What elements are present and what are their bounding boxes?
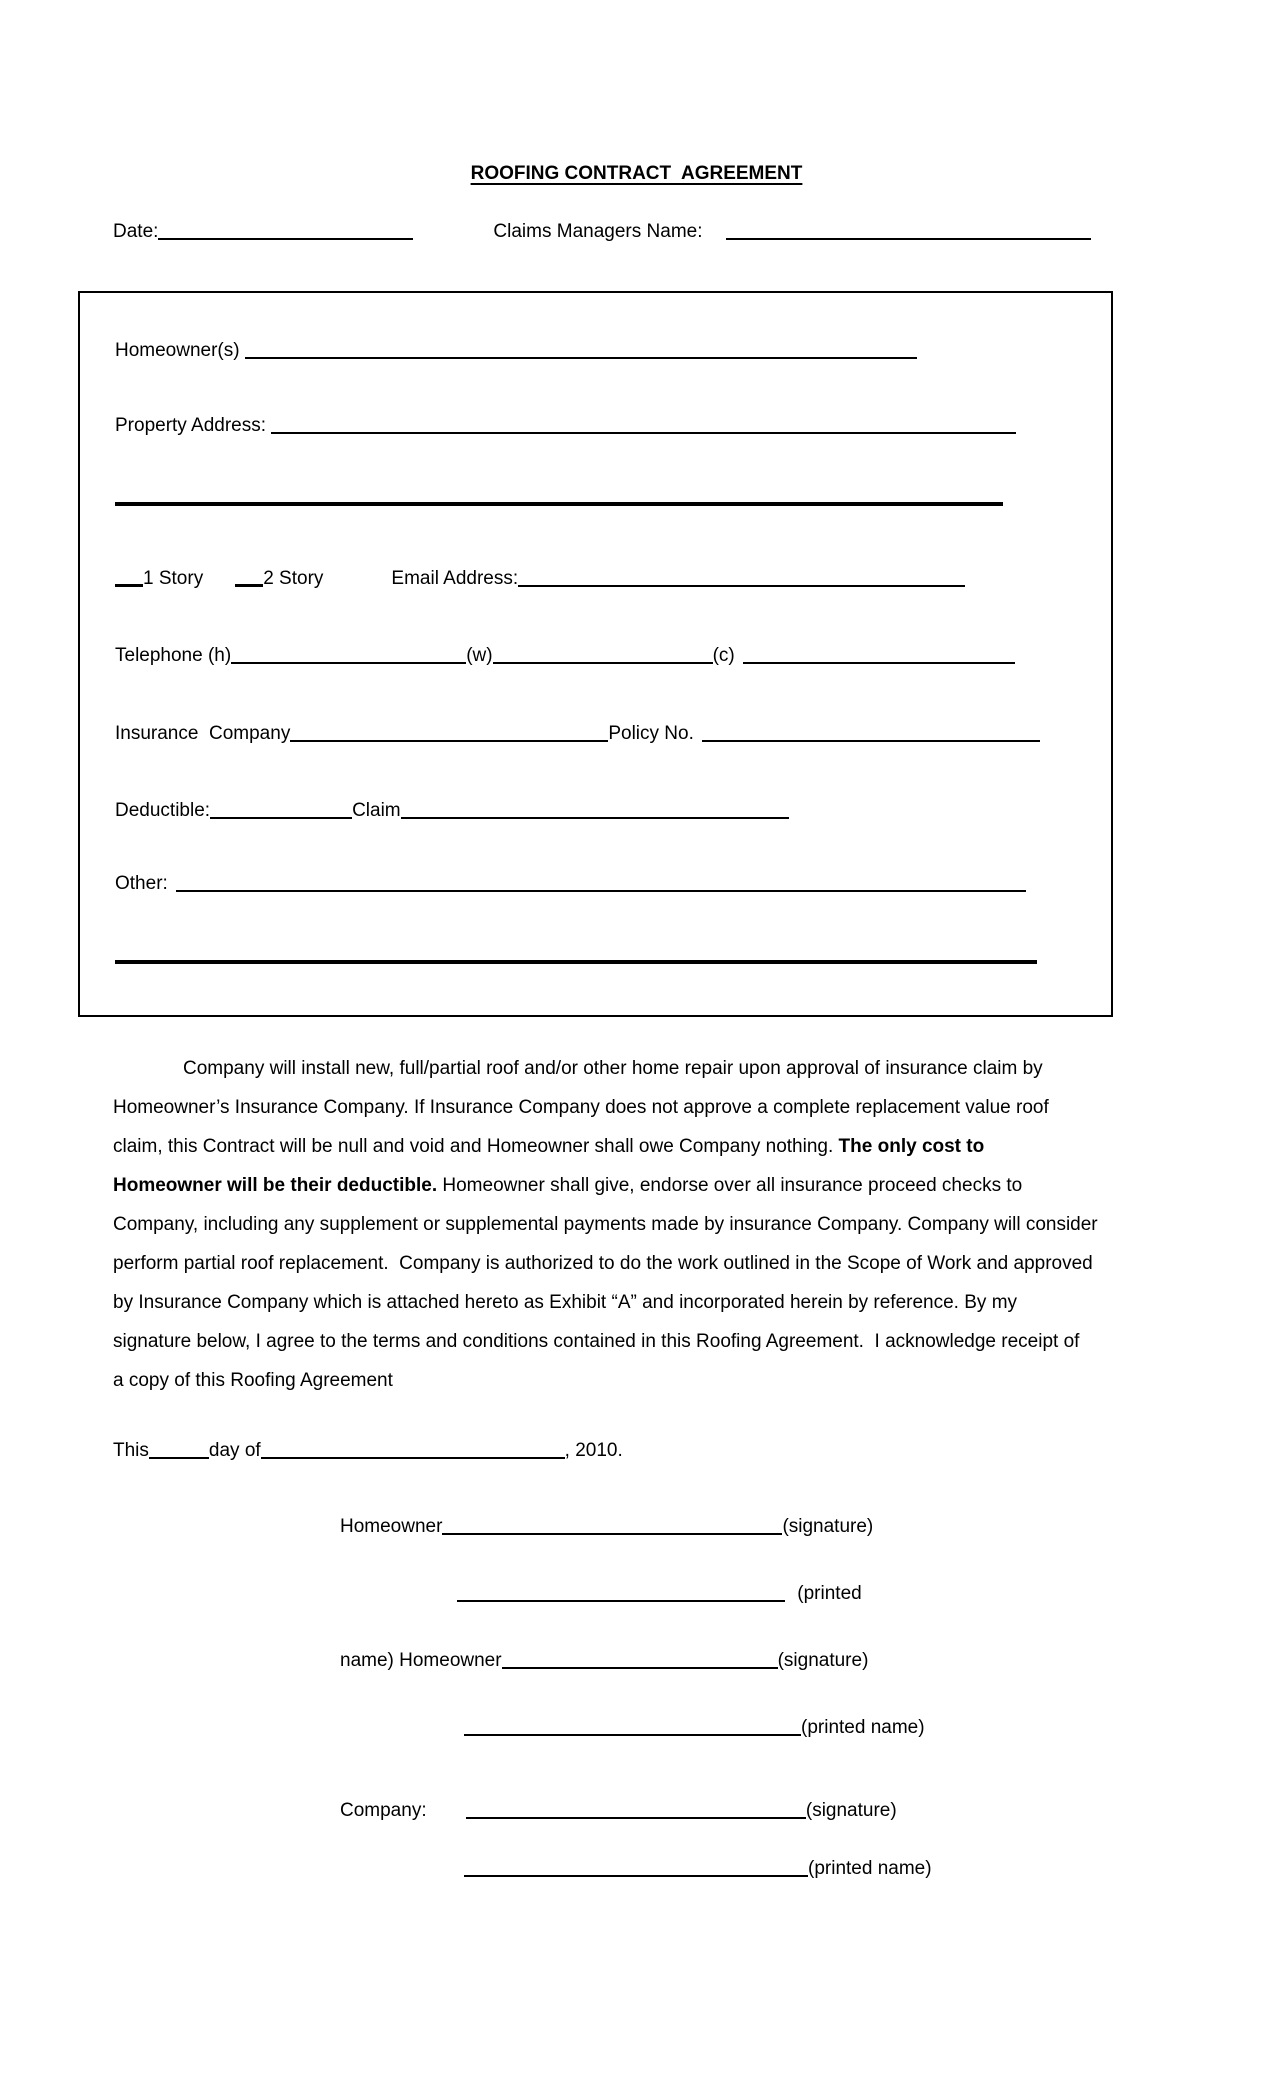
document-title-text: ROOFING CONTRACT AGREEMENT bbox=[470, 163, 803, 184]
homeowner-printed-blank-line bbox=[457, 1600, 785, 1602]
two-story-label: 2 Story bbox=[263, 568, 324, 589]
other-row bbox=[115, 871, 1081, 897]
property-address-blank-line bbox=[271, 432, 1016, 434]
paragraph-line bbox=[113, 1205, 1160, 1244]
telephone-cell-label: (c) bbox=[712, 645, 735, 666]
month-blank-line bbox=[261, 1457, 565, 1459]
two-story-blank-line bbox=[235, 584, 263, 587]
homeowner2-signature-row bbox=[340, 1648, 1160, 1674]
printed-suffix-label: (printed bbox=[792, 1583, 862, 1604]
agreement-body-paragraph bbox=[113, 1049, 1160, 1400]
this-label: This bbox=[113, 1440, 149, 1461]
printed-name-suffix-label: (printed name) bbox=[808, 1858, 932, 1879]
company-printed-row bbox=[340, 1856, 1160, 1882]
printed-name-suffix-label: (printed name) bbox=[801, 1717, 925, 1738]
claims-manager-blank-line bbox=[726, 238, 1091, 240]
signature-suffix-label: (signature) bbox=[777, 1650, 869, 1671]
paragraph-text: Company, including any supplement or supplemental payments made by insurance Company. Company will consider bbox=[113, 1214, 1098, 1235]
signature-block bbox=[340, 1514, 1160, 1882]
paragraph-text: signature below, I agree to the terms and conditions contained in this Roofing Agreement. I acknowledge receipt of bbox=[113, 1331, 1080, 1352]
homeowner-info-box bbox=[78, 291, 1113, 1017]
paragraph-line bbox=[113, 1127, 1160, 1166]
other-label: Other: bbox=[115, 873, 168, 894]
paragraph-line bbox=[113, 1283, 1160, 1322]
telephone-work-blank-line bbox=[493, 662, 713, 664]
paragraph-line bbox=[113, 1049, 1160, 1088]
telephone-row bbox=[115, 643, 1081, 669]
homeowners-blank-line bbox=[245, 357, 917, 359]
deductible-label: Deductible: bbox=[115, 800, 211, 821]
property-address-second-row bbox=[115, 485, 1081, 511]
story-email-row bbox=[115, 566, 1081, 592]
company-signature-blank-line bbox=[466, 1817, 806, 1819]
homeowner-signature-label: Homeowner bbox=[340, 1516, 443, 1537]
other-blank-line-2 bbox=[115, 960, 1037, 964]
paragraph-line bbox=[113, 1322, 1160, 1361]
company-label: Company: bbox=[340, 1800, 432, 1821]
day-blank-line bbox=[149, 1457, 209, 1459]
paragraph-bold-text: Homeowner will be their deductible. bbox=[113, 1175, 438, 1196]
paragraph-text: perform partial roof replacement. Company is authorized to do the work outlined in the Scope of Work and approved bbox=[113, 1253, 1093, 1274]
telephone-cell-blank-line bbox=[743, 662, 1015, 664]
insurance-row bbox=[115, 721, 1081, 747]
policy-no-label: Policy No. bbox=[608, 723, 694, 744]
year-label: , 2010. bbox=[564, 1440, 623, 1461]
claim-label: Claim bbox=[352, 800, 401, 821]
signature-suffix-label: (signature) bbox=[782, 1516, 874, 1537]
homeowner2-signature-blank-line bbox=[502, 1667, 778, 1669]
execution-date-row bbox=[113, 1438, 1160, 1464]
homeowner-signature-blank-line bbox=[442, 1533, 782, 1535]
name-homeowner-label: name) Homeowner bbox=[340, 1650, 502, 1671]
other-second-row bbox=[115, 943, 1081, 969]
property-address-blank-line-2 bbox=[115, 502, 1003, 506]
homeowner-signature-row bbox=[340, 1514, 1160, 1540]
paragraph-text: claim, this Contract will be null and void and Homeowner shall owe Company nothing. bbox=[113, 1136, 839, 1157]
homeowner2-printed-blank-line bbox=[464, 1734, 801, 1736]
paragraph-bold-text: The only cost to bbox=[838, 1136, 985, 1157]
day-of-label: day of bbox=[208, 1440, 261, 1461]
paragraph-text: a copy of this Roofing Agreement bbox=[113, 1370, 393, 1391]
paragraph-text: by Insurance Company which is attached hereto as Exhibit “A” and incorporated herein by reference. By my bbox=[113, 1292, 1018, 1313]
date-blank-line bbox=[158, 238, 413, 240]
homeowner2-printed-row bbox=[340, 1715, 1160, 1741]
homeowner-printed-row bbox=[340, 1581, 1160, 1607]
property-address-label: Property Address: bbox=[115, 415, 272, 436]
company-signature-row bbox=[340, 1798, 1160, 1824]
paragraph-text: Homeowner’s Insurance Company. If Insurance Company does not approve a complete replacement value roof bbox=[113, 1097, 1049, 1118]
property-address-row bbox=[115, 413, 1081, 439]
telephone-work-label: (w) bbox=[466, 645, 493, 666]
insurance-company-blank-line bbox=[290, 740, 608, 742]
paragraph-line bbox=[113, 1244, 1160, 1283]
deductible-blank-line bbox=[210, 817, 352, 819]
paragraph-line bbox=[113, 1361, 1160, 1400]
paragraph-text: Homeowner shall give, endorse over all insurance proceed checks to bbox=[437, 1175, 1023, 1196]
signature-suffix-label: (signature) bbox=[805, 1800, 897, 1821]
homeowners-label: Homeowner(s) bbox=[115, 340, 245, 361]
telephone-home-label: Telephone (h) bbox=[115, 645, 232, 666]
claim-blank-line bbox=[401, 817, 789, 819]
homeowners-row bbox=[115, 338, 1081, 364]
paragraph-line bbox=[113, 1166, 1160, 1205]
insurance-company-label: Insurance Company bbox=[115, 723, 291, 744]
email-label: Email Address: bbox=[391, 568, 519, 589]
one-story-blank-line bbox=[115, 584, 143, 587]
company-printed-blank-line bbox=[464, 1875, 808, 1877]
date-label: Date: bbox=[113, 221, 159, 242]
telephone-home-blank-line bbox=[231, 662, 466, 664]
email-blank-line bbox=[518, 585, 965, 587]
document-title bbox=[113, 161, 1160, 187]
policy-no-blank-line bbox=[702, 740, 1040, 742]
paragraph-line bbox=[113, 1088, 1160, 1127]
claims-manager-label: Claims Managers Name: bbox=[493, 221, 703, 242]
deductible-claim-row bbox=[115, 798, 1081, 824]
header-fields-row bbox=[113, 219, 1160, 245]
document-content bbox=[0, 161, 1275, 1882]
other-blank-line bbox=[176, 890, 1026, 892]
one-story-label: 1 Story bbox=[143, 568, 204, 589]
paragraph-text: Company will install new, full/partial roof and/or other home repair upon approval of insurance claim by bbox=[183, 1058, 1043, 1079]
